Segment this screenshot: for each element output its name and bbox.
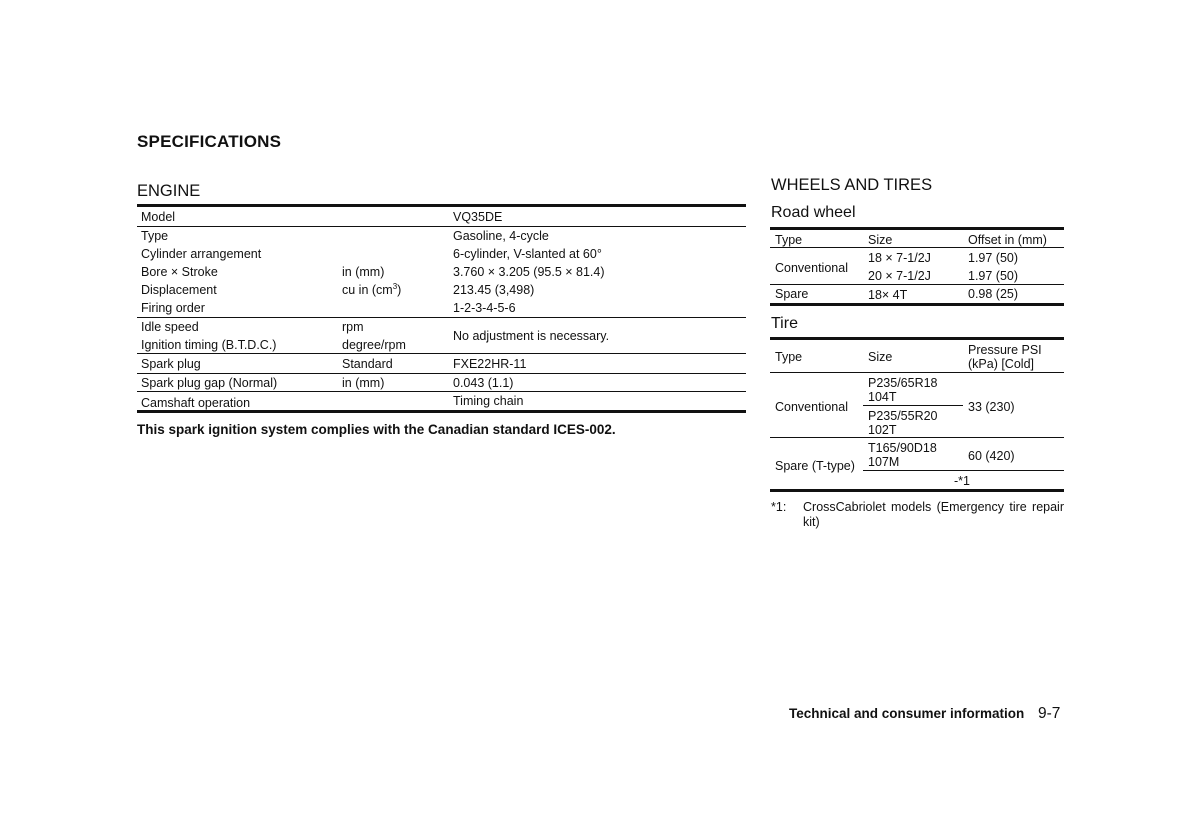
engine-row-value: 6-cylinder, V-slanted at 60° xyxy=(453,247,602,261)
engine-row-label: Firing order xyxy=(141,301,205,315)
table-rule xyxy=(770,337,1064,340)
engine-row-label: Spark plug gap (Normal) xyxy=(141,376,278,390)
tire-size-cell: P235/55R20 xyxy=(868,409,938,423)
engine-row-label: Cylinder arrangement xyxy=(141,247,262,261)
table-rule xyxy=(137,353,746,354)
table-rule xyxy=(137,204,746,207)
engine-row-label: Model xyxy=(141,210,176,224)
table-rule xyxy=(770,284,1064,285)
engine-row-label: Camshaft operation xyxy=(141,396,251,410)
compliance-note: This spark ignition system complies with the Canadian standard ICES-002. xyxy=(137,422,616,437)
table-rule xyxy=(137,373,746,374)
tire-size-cell: T165/90D18 xyxy=(868,441,937,455)
tire-footnote-marker: -*1 xyxy=(954,474,970,488)
page-heading: SPECIFICATIONS xyxy=(137,132,282,151)
engine-section-title: ENGINE xyxy=(137,182,201,200)
table-rule xyxy=(770,437,1064,438)
wheel-size-cell: 18× 4T xyxy=(868,288,908,302)
engine-row-label: Type xyxy=(141,229,169,243)
table-rule xyxy=(770,247,1064,248)
footer-section-title: Technical and consumer information xyxy=(789,706,1025,721)
tire-size-cell: 104T xyxy=(868,390,897,404)
footnote-text-cont: kit) xyxy=(803,515,820,529)
table-header: Type xyxy=(775,350,803,364)
table-header: Type xyxy=(775,233,803,247)
wheels-section-title: WHEELS AND TIRES xyxy=(771,176,933,194)
engine-idle-merged-value: No adjustment is necessary. xyxy=(453,329,610,343)
footnote-text: CrossCabriolet models (Emergency tire repair xyxy=(803,500,1064,514)
tire-pressure-cell: 60 (420) xyxy=(968,449,1015,463)
wheel-size-cell: 20 × 7-1/2J xyxy=(868,269,931,283)
wheel-size-cell: 18 × 7-1/2J xyxy=(868,251,931,265)
engine-row-unit: Standard xyxy=(342,357,393,371)
tire-size-cell: 107M xyxy=(868,455,900,469)
table-rule xyxy=(770,372,1064,373)
engine-row-label: Spark plug xyxy=(141,357,201,371)
wheel-offset-cell: 1.97 (50) xyxy=(968,269,1019,283)
table-rule xyxy=(770,227,1064,230)
tire-pressure-cell: 33 (230) xyxy=(968,400,1015,414)
footnote-mark: *1: xyxy=(771,500,787,514)
wheel-type-cell: Conventional xyxy=(775,261,848,275)
road-wheel-title: Road wheel xyxy=(771,204,856,221)
table-header: Size xyxy=(868,350,893,364)
table-rule xyxy=(770,489,1064,492)
engine-row-value: 213.45 (3,498) xyxy=(453,283,535,297)
tire-type-cell: Conventional xyxy=(775,400,848,414)
table-rule xyxy=(137,410,746,413)
tire-type-cell: Spare (T-type) xyxy=(775,459,855,473)
engine-row-label: Displacement xyxy=(141,283,217,297)
table-rule xyxy=(137,391,746,392)
table-header: Pressure PSI xyxy=(968,343,1042,357)
table-rule xyxy=(863,470,1064,471)
engine-row-label: Ignition timing (B.T.D.C.) xyxy=(141,338,277,352)
engine-row-unit: cu in $(cm^3)$ xyxy=(342,281,402,297)
table-rule xyxy=(137,226,746,227)
engine-row-label: Bore × Stroke xyxy=(141,265,218,279)
engine-row-value: 0.043 (1.1) xyxy=(453,376,514,390)
engine-row-unit: rpm xyxy=(342,320,364,334)
wheel-type-cell: Spare xyxy=(775,287,809,301)
engine-row-unit: in (mm) xyxy=(342,376,385,390)
page-number: 9-7 xyxy=(1038,705,1061,722)
table-rule xyxy=(137,317,746,318)
engine-row-unit: degree/rpm xyxy=(342,338,406,352)
engine-row-unit: in (mm) xyxy=(342,265,385,279)
engine-row-value: 3.760 × 3.205 (95.5 × 81.4) xyxy=(453,265,605,279)
engine-row-value: Gasoline, 4-cycle xyxy=(453,229,549,243)
table-header: (kPa) [Cold] xyxy=(968,357,1034,371)
engine-row-value: 1-2-3-4-5-6 xyxy=(453,301,516,315)
engine-row-label: Idle speed xyxy=(141,320,199,334)
tire-size-cell: P235/65R18 xyxy=(868,376,938,390)
table-header: Offset in (mm) xyxy=(968,233,1047,247)
table-header: Size xyxy=(868,233,893,247)
engine-row-value: Timing chain xyxy=(453,394,524,408)
table-rule xyxy=(770,303,1064,306)
table-rule xyxy=(863,405,963,406)
tire-title: Tire xyxy=(771,315,798,332)
tire-size-cell: 102T xyxy=(868,423,897,437)
wheel-offset-cell: 0.98 (25) xyxy=(968,287,1019,301)
engine-row-value: FXE22HR-11 xyxy=(453,357,527,371)
engine-row-value: VQ35DE xyxy=(453,210,503,224)
wheel-offset-cell: 1.97 (50) xyxy=(968,251,1019,265)
